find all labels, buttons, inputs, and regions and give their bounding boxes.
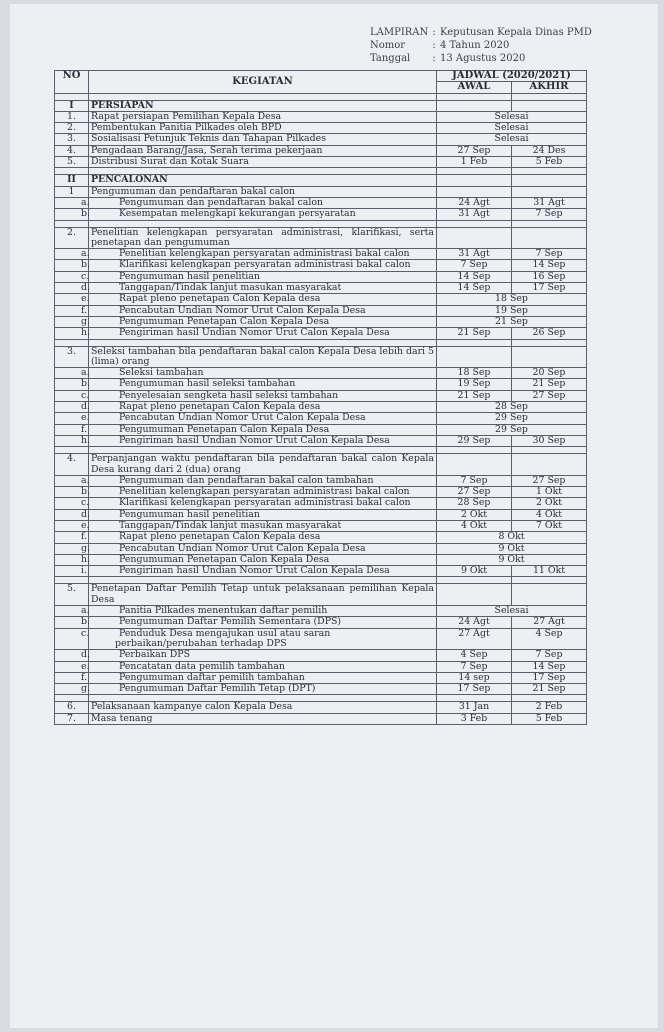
item-letter: c. xyxy=(81,627,90,639)
table-row xyxy=(55,684,587,695)
row-number: 5. xyxy=(55,157,89,168)
item-letter: h. xyxy=(81,327,91,339)
date-akhir-cell: 7 Sep xyxy=(512,650,587,661)
table-row xyxy=(55,487,587,498)
date-merged-cell: Selesai xyxy=(437,123,587,134)
table-row xyxy=(55,702,587,713)
table-row xyxy=(55,379,587,390)
table-row xyxy=(55,123,587,134)
group-row xyxy=(55,186,587,197)
group-number: 2. xyxy=(55,227,89,249)
activity-cell xyxy=(81,304,437,316)
activity-cell xyxy=(81,605,437,617)
date-awal-cell: 27 Agt xyxy=(437,628,512,650)
item-text: Pengumuman Daftar Pemilih Tetap (DPT) xyxy=(119,683,316,695)
date-akhir-cell: 4 Okt xyxy=(512,509,587,520)
table-row xyxy=(55,672,587,683)
item-text: Pengumuman Penetapan Calon Kepala Desa xyxy=(119,315,330,327)
date-akhir-cell: 11 Okt xyxy=(512,566,587,577)
table-cell xyxy=(89,339,437,346)
table-row xyxy=(55,617,587,628)
date-awal-cell: 27 Sep xyxy=(437,145,512,156)
item-letter: a. xyxy=(81,367,90,379)
date-awal-cell: 31 Agt xyxy=(437,249,512,260)
activity-cell: Masa tenang xyxy=(89,713,437,724)
section-number: II xyxy=(55,175,89,186)
activity-cell xyxy=(81,282,437,294)
date-awal-cell: 18 Sep xyxy=(437,368,512,379)
item-text: Klarifikasi kelengkapan persyaratan administrasi bakal calon xyxy=(119,497,411,509)
nomor-value: 4 Tahun 2020 xyxy=(440,40,510,51)
activity-cell xyxy=(81,531,437,543)
date-akhir-cell: 20 Sep xyxy=(512,368,587,379)
item-letter: d. xyxy=(81,401,90,413)
item-text: Pencabutan Undian Nomor Urut Calon Kepala Desa xyxy=(119,304,366,316)
date-merged-cell: Selesai xyxy=(437,111,587,122)
date-akhir-cell: 24 Des xyxy=(512,145,587,156)
date-awal-cell: 24 Agt xyxy=(437,617,512,628)
table-cell xyxy=(512,220,587,227)
table-row xyxy=(55,145,587,156)
lampiran-value: Keputusan Kepala Dinas PMD xyxy=(440,27,592,38)
col-kegiatan-header: KEGIATAN xyxy=(89,71,437,94)
table-row xyxy=(55,543,587,554)
date-akhir-cell: 21 Sep xyxy=(512,684,587,695)
group-title: Perpanjangan waktu pendaftaran bila pendaftaran bakal calon Kepala Desa kurang dari 2 (dua) orang xyxy=(89,454,437,476)
date-akhir-cell: 2 Feb xyxy=(512,702,587,713)
date-awal-cell: 28 Sep xyxy=(437,498,512,509)
item-text: Pengumuman dan pendaftaran bakal calon xyxy=(119,196,323,208)
item-text: Pengiriman hasil Undian Nomor Urut Calon Kepala Desa xyxy=(119,565,390,577)
item-text: Pencatatan data pemilih tambahan xyxy=(119,660,285,672)
activity-cell xyxy=(81,508,437,520)
date-akhir-cell: 5 Feb xyxy=(512,157,587,168)
table-cell xyxy=(512,339,587,346)
date-akhir-cell: 31 Agt xyxy=(512,197,587,208)
item-text: Klarifikasi kelengkapan persyaratan administrasi bakal calon xyxy=(119,259,411,271)
date-awal-cell: 1 Feb xyxy=(437,157,512,168)
activity-cell xyxy=(81,367,437,379)
activity-cell: Pengadaan Barang/Jasa, Serah terima pekerjaan xyxy=(89,145,437,156)
schedule-body xyxy=(55,93,587,724)
date-akhir-cell: 4 Sep xyxy=(512,628,587,650)
activity-cell: Pelaksanaan kampanye calon Kepala Desa xyxy=(89,702,437,713)
table-cell xyxy=(512,577,587,584)
date-akhir-cell: 17 Sep xyxy=(512,672,587,683)
item-letter: d. xyxy=(81,282,90,294)
item-letter: d. xyxy=(81,649,90,661)
table-row xyxy=(55,157,587,168)
item-text: Pengumuman daftar pemilih tambahan xyxy=(119,671,305,683)
item-text: Pengumuman hasil penelitian xyxy=(119,508,260,520)
activity-cell xyxy=(81,519,437,531)
date-awal-cell: 7 Sep xyxy=(437,475,512,486)
table-row xyxy=(55,134,587,145)
table-row xyxy=(55,328,587,339)
activity-cell xyxy=(81,434,437,446)
spacer-row xyxy=(55,220,587,227)
item-text: Pengiriman hasil Undian Nomor Urut Calon Kepala Desa xyxy=(119,327,390,339)
group-title: Penetapan Daftar Pemilih Tetap untuk pelaksanaan pemilihan Kepala Desa xyxy=(89,584,437,606)
activity-cell xyxy=(81,293,437,305)
item-text: Pengumuman Penetapan Calon Kepala Desa xyxy=(119,423,330,435)
activity-cell xyxy=(81,649,437,661)
activity-cell xyxy=(81,259,437,271)
item-text: Pengumuman hasil penelitian xyxy=(119,270,260,282)
item-text: Penyelesaian sengketa hasil seleksi tambahan xyxy=(119,389,339,401)
group-number: 5. xyxy=(55,584,89,606)
activity-cell: Sosialisasi Petunjuk Teknis dan Tahapan Pilkades xyxy=(89,134,437,145)
table-cell xyxy=(512,447,587,454)
table-cell xyxy=(512,168,587,175)
table-row xyxy=(55,316,587,327)
item-text: Rapat pleno penetapan Calon Kepala desa xyxy=(119,401,321,413)
item-letter: b. xyxy=(81,486,90,498)
date-awal-cell: 21 Sep xyxy=(437,328,512,339)
date-awal-cell: 9 Okt xyxy=(437,566,512,577)
item-letter: f. xyxy=(81,423,88,435)
table-cell xyxy=(437,577,512,584)
table-cell xyxy=(437,447,512,454)
table-row xyxy=(55,197,587,208)
date-awal-cell: 19 Sep xyxy=(437,379,512,390)
item-letter: a. xyxy=(81,474,90,486)
group-title: Pengumuman dan pendaftaran bakal calon xyxy=(89,186,437,197)
table-row xyxy=(55,111,587,122)
table-cell xyxy=(89,220,437,227)
item-letter: c. xyxy=(81,270,90,282)
group-title: Penelitian kelengkapan persyaratan administrasi, klarifikasi, serta penetapan dan pengumuman xyxy=(89,227,437,249)
date-akhir-cell: 5 Feb xyxy=(512,713,587,724)
activity-cell xyxy=(81,660,437,672)
table-row xyxy=(55,209,587,220)
activity-cell xyxy=(81,208,437,220)
item-letter: f. xyxy=(81,304,88,316)
activity-cell xyxy=(81,565,437,577)
lampiran-label: LAMPIRAN xyxy=(370,27,429,38)
date-awal-cell: 31 Jan xyxy=(437,702,512,713)
date-merged-cell: 9 Okt xyxy=(437,554,587,565)
table-row xyxy=(55,650,587,661)
item-letter: d. xyxy=(81,508,90,520)
group-row xyxy=(55,454,587,476)
date-akhir-cell: 27 Sep xyxy=(512,390,587,401)
item-letter: g. xyxy=(81,683,90,695)
date-merged-cell: 8 Okt xyxy=(437,532,587,543)
date-akhir-cell: 21 Sep xyxy=(512,379,587,390)
table-row xyxy=(55,713,587,724)
tanggal-value: 13 Agustus 2020 xyxy=(440,53,526,64)
table-row xyxy=(55,532,587,543)
activity-cell xyxy=(81,474,437,486)
date-akhir-cell: 7 Sep xyxy=(512,209,587,220)
activity-cell xyxy=(81,389,437,401)
table-cell xyxy=(512,175,587,186)
activity-cell xyxy=(81,671,437,683)
activity-cell xyxy=(81,553,437,565)
date-awal-cell: 27 Sep xyxy=(437,487,512,498)
item-text: Rapat pleno penetapan Calon Kepala desa xyxy=(119,531,321,543)
col-akhir-header: AKHIR xyxy=(512,82,587,93)
group-row xyxy=(55,227,587,249)
item-letter: e. xyxy=(81,519,90,531)
table-row xyxy=(55,520,587,531)
item-letter: e. xyxy=(81,293,90,305)
date-awal-cell: 14 Sep xyxy=(437,283,512,294)
document-header: LAMPIRAN : Keputusan Kepala Dinas PMD Nomor : 4 Tahun 2020 Tanggal : 13 Agustus 2020 xyxy=(370,27,592,64)
date-awal-cell: 2 Okt xyxy=(437,509,512,520)
date-akhir-cell: 2 Okt xyxy=(512,498,587,509)
date-awal-cell: 4 Okt xyxy=(437,520,512,531)
item-letter: a. xyxy=(81,196,90,208)
table-cell xyxy=(437,220,512,227)
date-awal-cell: 29 Sep xyxy=(437,435,512,446)
activity-cell xyxy=(81,616,437,628)
table-row xyxy=(55,566,587,577)
item-text: Seleksi tambahan xyxy=(119,367,204,379)
activity-cell xyxy=(81,683,437,695)
item-text: Pengumuman Penetapan Calon Kepala Desa xyxy=(119,553,330,565)
item-letter: h. xyxy=(81,553,91,565)
row-number: 2. xyxy=(55,123,89,134)
section-row xyxy=(55,100,587,111)
item-text: Tanggapan/Tindak lanjut masukan masyarakat xyxy=(119,519,342,531)
table-cell xyxy=(437,454,512,476)
item-text: Pengumuman dan pendaftaran bakal calon tambahan xyxy=(119,474,374,486)
group-number: 1 xyxy=(55,186,89,197)
item-letter: c. xyxy=(81,497,90,509)
activity-cell xyxy=(81,270,437,282)
date-awal-cell: 7 Sep xyxy=(437,260,512,271)
item-letter: b. xyxy=(81,378,90,390)
activity-cell: Pembentukan Panitia Pilkades oleh BPD xyxy=(89,123,437,134)
activity-cell xyxy=(81,196,437,208)
spacer-row xyxy=(55,339,587,346)
section-title: PENCALONAN xyxy=(89,175,437,186)
table-row xyxy=(55,424,587,435)
table-cell xyxy=(437,227,512,249)
section-number: I xyxy=(55,100,89,111)
table-row xyxy=(55,390,587,401)
activity-cell xyxy=(81,423,437,435)
table-row xyxy=(55,413,587,424)
table-row xyxy=(55,628,587,650)
date-akhir-cell: 30 Sep xyxy=(512,435,587,446)
table-row xyxy=(55,305,587,316)
table-cell xyxy=(512,584,587,606)
activity-cell xyxy=(81,497,437,509)
date-merged-cell: 19 Sep xyxy=(437,305,587,316)
group-row xyxy=(55,584,587,606)
item-text: Pengumuman hasil seleksi tambahan xyxy=(119,378,296,390)
tanggal-label: Tanggal xyxy=(370,53,411,64)
table-row xyxy=(55,498,587,509)
item-text: Panitia Pilkades menentukan daftar pemilih xyxy=(119,605,328,617)
activity-cell xyxy=(81,486,437,498)
date-merged-cell: 18 Sep xyxy=(437,294,587,305)
row-number: 7. xyxy=(55,713,89,724)
activity-cell: Rapat persiapan Pemilihan Kepala Desa xyxy=(89,111,437,122)
date-akhir-cell: 7 Okt xyxy=(512,520,587,531)
table-cell xyxy=(437,168,512,175)
section-title: PERSIAPAN xyxy=(89,100,437,111)
row-number: 3. xyxy=(55,134,89,145)
table-row xyxy=(55,606,587,617)
col-no-header: NO xyxy=(55,71,89,94)
table-cell xyxy=(512,454,587,476)
table-row xyxy=(55,435,587,446)
table-cell xyxy=(55,339,89,346)
item-letter: f. xyxy=(81,671,88,683)
table-row xyxy=(55,661,587,672)
item-letter: f. xyxy=(81,531,88,543)
activity-cell xyxy=(81,248,437,260)
group-number: 3. xyxy=(55,346,89,368)
item-letter: c. xyxy=(81,389,90,401)
table-cell xyxy=(512,186,587,197)
date-merged-cell: Selesai xyxy=(437,606,587,617)
table-cell xyxy=(437,346,512,368)
activity-cell xyxy=(81,542,437,554)
item-text: Penelitian kelengkapan persyaratan administrasi bakal calon xyxy=(119,248,410,260)
activity-cell xyxy=(81,315,437,327)
activity-cell xyxy=(81,627,437,650)
activity-cell xyxy=(81,401,437,413)
item-letter: b. xyxy=(81,616,90,628)
date-merged-cell: 9 Okt xyxy=(437,543,587,554)
item-text: Pencabutan Undian Nomor Urut Calon Kepala Desa xyxy=(119,412,366,424)
item-text: Kesempatan melengkapi kekurangan persyaratan xyxy=(119,208,356,220)
date-akhir-cell: 1 Okt xyxy=(512,487,587,498)
item-text: Pengumuman Daftar Pemilih Sementara (DPS) xyxy=(119,616,342,628)
schedule-table xyxy=(54,70,587,725)
date-akhir-cell: 27 Sep xyxy=(512,475,587,486)
col-awal-header: AWAL xyxy=(437,82,512,93)
row-number: 6. xyxy=(55,702,89,713)
date-awal-cell: 24 Agt xyxy=(437,197,512,208)
document-sheet xyxy=(10,4,658,1028)
date-merged-cell: 21 Sep xyxy=(437,316,587,327)
item-text: Tanggapan/Tindak lanjut masukan masyarakat xyxy=(119,282,342,294)
item-text: Pencabutan Undian Nomor Urut Calon Kepala Desa xyxy=(119,542,366,554)
item-letter: a. xyxy=(81,248,90,260)
date-merged-cell: 28 Sep xyxy=(437,402,587,413)
date-merged-cell: Selesai xyxy=(437,134,587,145)
item-text: Rapat pleno penetapan Calon Kepala desa xyxy=(119,293,321,305)
date-awal-cell: 17 Sep xyxy=(437,684,512,695)
table-cell xyxy=(437,339,512,346)
activity-cell xyxy=(81,412,437,424)
table-row xyxy=(55,260,587,271)
item-letter: e. xyxy=(81,660,90,672)
date-merged-cell: 29 Sep xyxy=(437,413,587,424)
table-row xyxy=(55,249,587,260)
table-row xyxy=(55,283,587,294)
item-letter: b. xyxy=(81,208,90,220)
table-cell xyxy=(437,186,512,197)
table-row xyxy=(55,509,587,520)
date-akhir-cell: 16 Sep xyxy=(512,271,587,282)
date-akhir-cell: 17 Sep xyxy=(512,283,587,294)
table-row xyxy=(55,368,587,379)
item-text: Pengiriman hasil Undian Nomor Urut Calon Kepala Desa xyxy=(119,434,390,446)
table-cell xyxy=(55,220,89,227)
col-jadwal-header: JADWAL (2020/2021) xyxy=(437,71,587,82)
table-row xyxy=(55,402,587,413)
date-awal-cell: 7 Sep xyxy=(437,661,512,672)
activity-cell: Distribusi Surat dan Kotak Suara xyxy=(89,157,437,168)
item-letter: g. xyxy=(81,542,90,554)
table-cell xyxy=(512,100,587,111)
row-number: 4. xyxy=(55,145,89,156)
item-letter: e. xyxy=(81,412,90,424)
group-title: Seleksi tambahan bila pendaftaran bakal calon Kepala Desa lebih dari 5 (lima) orang xyxy=(89,346,437,368)
activity-cell xyxy=(81,378,437,390)
table-cell xyxy=(437,100,512,111)
activity-cell xyxy=(81,327,437,339)
nomor-label: Nomor xyxy=(370,40,406,51)
item-text: Penelitian kelengkapan persyaratan administrasi bakal calon xyxy=(119,486,410,498)
group-row xyxy=(55,346,587,368)
date-awal-cell: 31 Agt xyxy=(437,209,512,220)
table-row xyxy=(55,271,587,282)
item-letter: h. xyxy=(81,434,91,446)
table-row xyxy=(55,554,587,565)
table-cell xyxy=(512,227,587,249)
item-letter: b. xyxy=(81,259,90,271)
item-letter: g. xyxy=(81,315,90,327)
table-cell xyxy=(437,175,512,186)
item-letter: i. xyxy=(81,565,87,577)
table-cell xyxy=(512,346,587,368)
date-awal-cell: 4 Sep xyxy=(437,650,512,661)
date-awal-cell: 3 Feb xyxy=(437,713,512,724)
date-akhir-cell: 26 Sep xyxy=(512,328,587,339)
row-number: 1. xyxy=(55,111,89,122)
item-text: Penduduk Desa mengajukan usul atau saran perbaikan/perubahan terhadap DPS xyxy=(115,627,331,649)
group-number: 4. xyxy=(55,454,89,476)
date-akhir-cell: 14 Sep xyxy=(512,260,587,271)
table-cell xyxy=(437,93,512,100)
date-awal-cell: 14 sep xyxy=(437,672,512,683)
date-awal-cell: 21 Sep xyxy=(437,390,512,401)
table-cell xyxy=(512,93,587,100)
date-merged-cell: 29 Sep xyxy=(437,424,587,435)
date-akhir-cell: 7 Sep xyxy=(512,249,587,260)
table-row xyxy=(55,294,587,305)
date-akhir-cell: 14 Sep xyxy=(512,661,587,672)
section-row xyxy=(55,175,587,186)
table-row xyxy=(55,475,587,486)
table-cell xyxy=(437,584,512,606)
date-akhir-cell: 27 Agt xyxy=(512,617,587,628)
item-letter: a. xyxy=(81,605,90,617)
item-text: Perbaikan DPS xyxy=(119,649,191,661)
date-awal-cell: 14 Sep xyxy=(437,271,512,282)
